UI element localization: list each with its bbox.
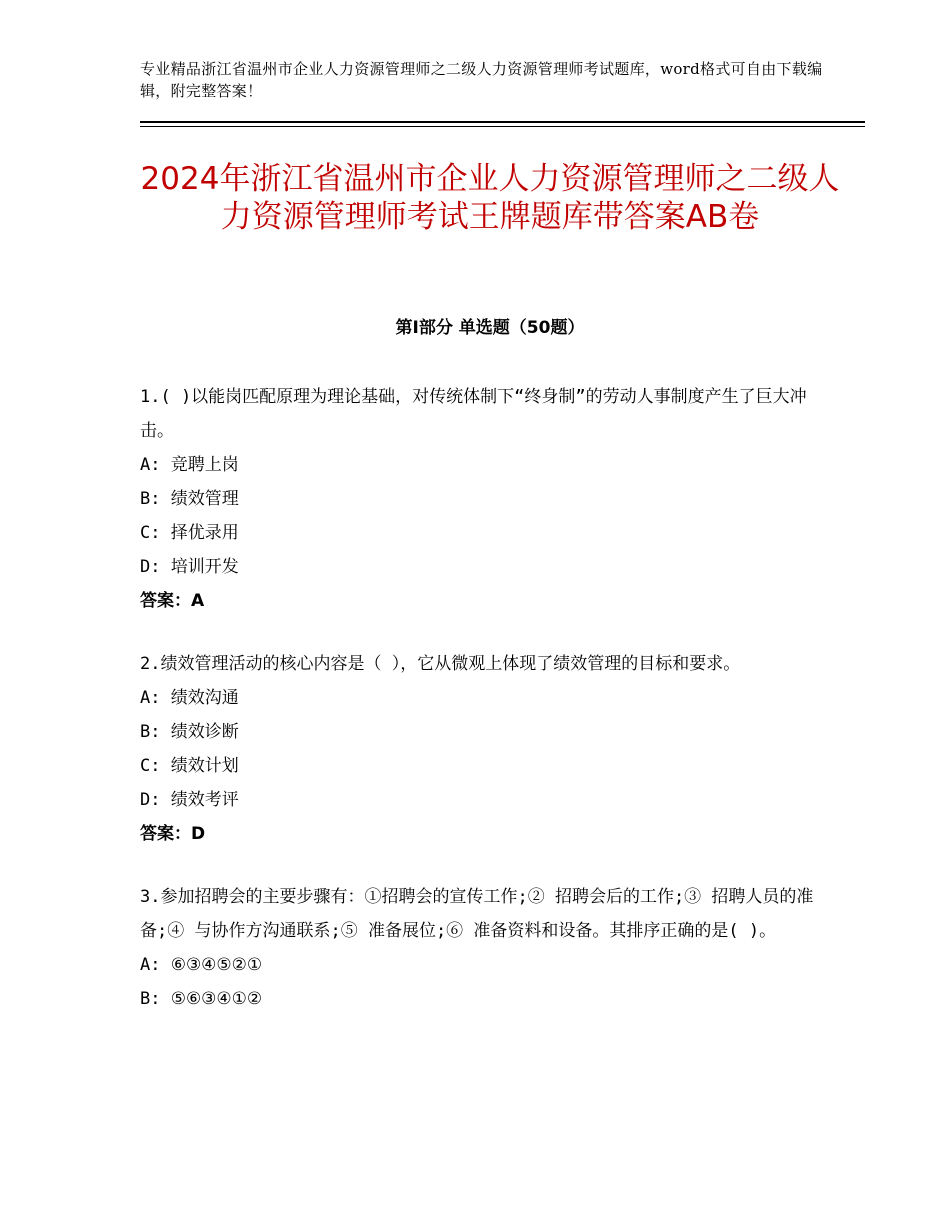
question-2 [140,647,815,851]
section-title: 第Ⅰ部分 单选题（50题） [395,318,585,338]
option-c: C: 绩效计划 [140,756,239,776]
option-b: B: 绩效诊断 [140,722,239,742]
option-d: D: 绩效考评 [140,790,239,810]
question-3 [140,880,815,1016]
option-a: A: 绩效沟通 [140,688,239,708]
header-note: 专业精品浙江省温州市企业人力资源管理师之二级人力资源管理师考试题库，word格式可自由下载编辑，附完整答案！ [140,60,823,100]
document-title: 2024年浙江省温州市企业人力资源管理师之二级人力资源管理师考试王牌题库带答案AB卷 [140,161,840,235]
option-a: A: ⑥③④⑤②① [140,955,263,975]
question-1 [140,380,815,618]
question-list [140,380,815,1045]
option-b: B: 绩效管理 [140,489,239,509]
option-d: D: 培训开发 [140,557,239,577]
option-c: C: 择优录用 [140,523,239,543]
option-a: A: 竞聘上岗 [140,455,239,475]
answer: 答案：D [140,824,206,844]
question-stem: 3.参加招聘会的主要步骤有：①招聘会的宣传工作;② 招聘会后的工作;③ 招聘人员的准备;④ 与协作方沟通联系;⑤ 准备展位;⑥ 准备资料和设备。其排序正确的是( )。 [140,887,814,941]
question-stem: 1.( )以能岗匹配原理为理论基础，对传统体制下“终身制”的劳动人事制度产生了巨大冲击。 [140,387,807,441]
header-rule-thick [140,121,865,123]
answer: 答案：A [140,591,205,611]
header-rule-thin [140,126,865,127]
question-stem: 2.绩效管理活动的核心内容是（ ），它从微观上体现了绩效管理的目标和要求。 [140,654,741,674]
option-b: B: ⑤⑥③④①② [140,989,263,1009]
